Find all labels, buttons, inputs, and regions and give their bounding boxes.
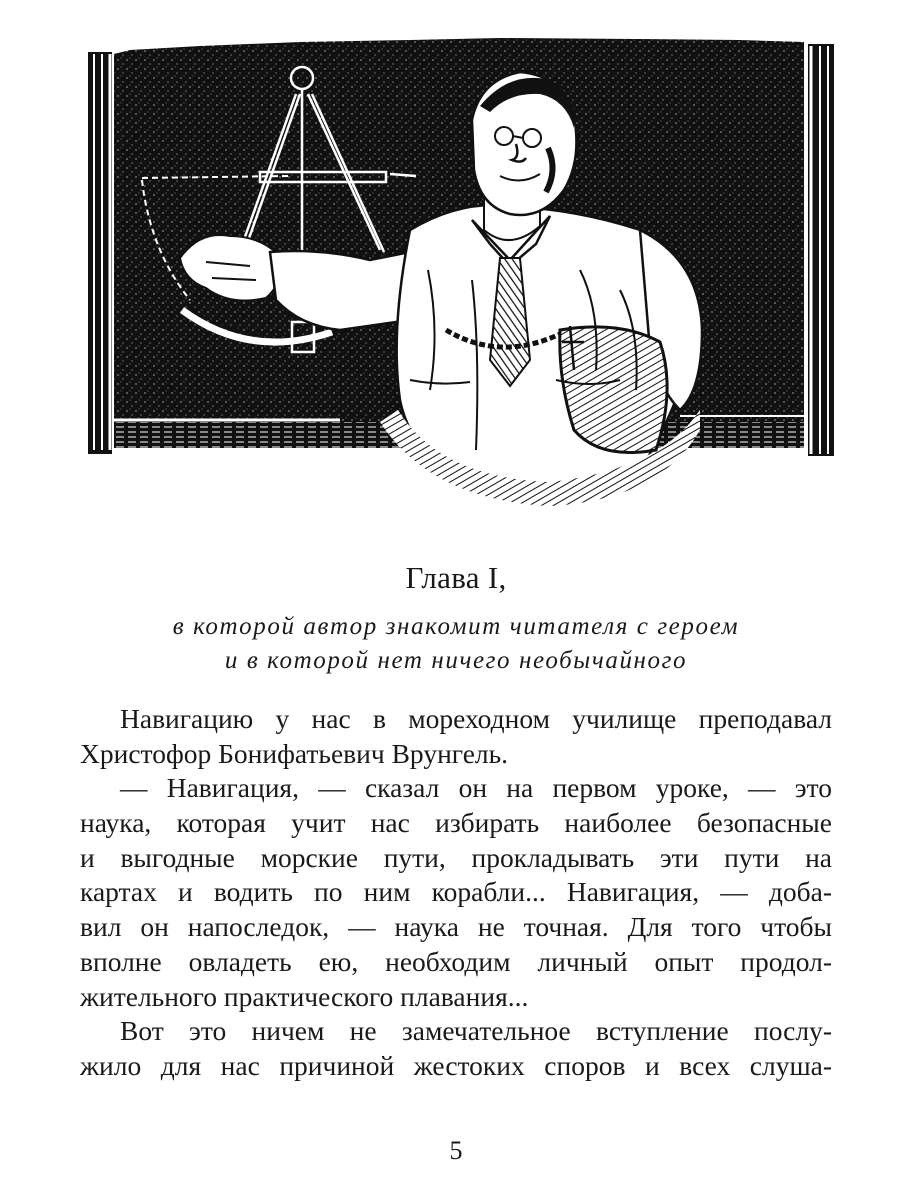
text-line: вил он напоследок, — наука не точная. Для того чтобы	[80, 911, 832, 943]
text-line: жило для нас причиной жестоких споров и всех слуша-	[80, 1049, 832, 1081]
board-frame-left	[88, 52, 112, 454]
text-line: картах и водить по ним корабли... Навигация, — доба-	[80, 876, 832, 908]
chapter-illustration	[80, 30, 840, 520]
text-line: вполне овладеть ею, необходим личный опыт продол-	[80, 945, 832, 977]
board-frame-right	[808, 44, 834, 456]
text-line: Вот это ничем не замечательное вступление послу-	[120, 1015, 832, 1047]
teacher-with-sextant-drawing	[80, 30, 840, 520]
text-line: — Навигация, — сказал он на первом уроке, — это	[120, 772, 832, 804]
text-line: и выгодные морские пути, прокладывать эти пути на	[80, 841, 832, 873]
body-text	[80, 702, 832, 1084]
text-line: Навигацию у нас в мореходном училище преподавал	[120, 703, 832, 734]
book	[560, 327, 667, 453]
chapter-subtitle-line-1: в которой автор знакомит читателя с героем	[172, 613, 740, 640]
chapter-title: Глава I,	[405, 560, 507, 595]
chapter-subtitle-line-2: и в которой нет ничего необычайного	[224, 647, 688, 674]
text-line: жительного практического плавания...	[80, 980, 529, 1012]
page-number: 5	[449, 1136, 463, 1165]
text-line: Христофор Бонифатьевич Врунгель.	[80, 737, 509, 769]
text-line: наука, которая учит нас избирать наиболее безопасные	[80, 807, 832, 839]
